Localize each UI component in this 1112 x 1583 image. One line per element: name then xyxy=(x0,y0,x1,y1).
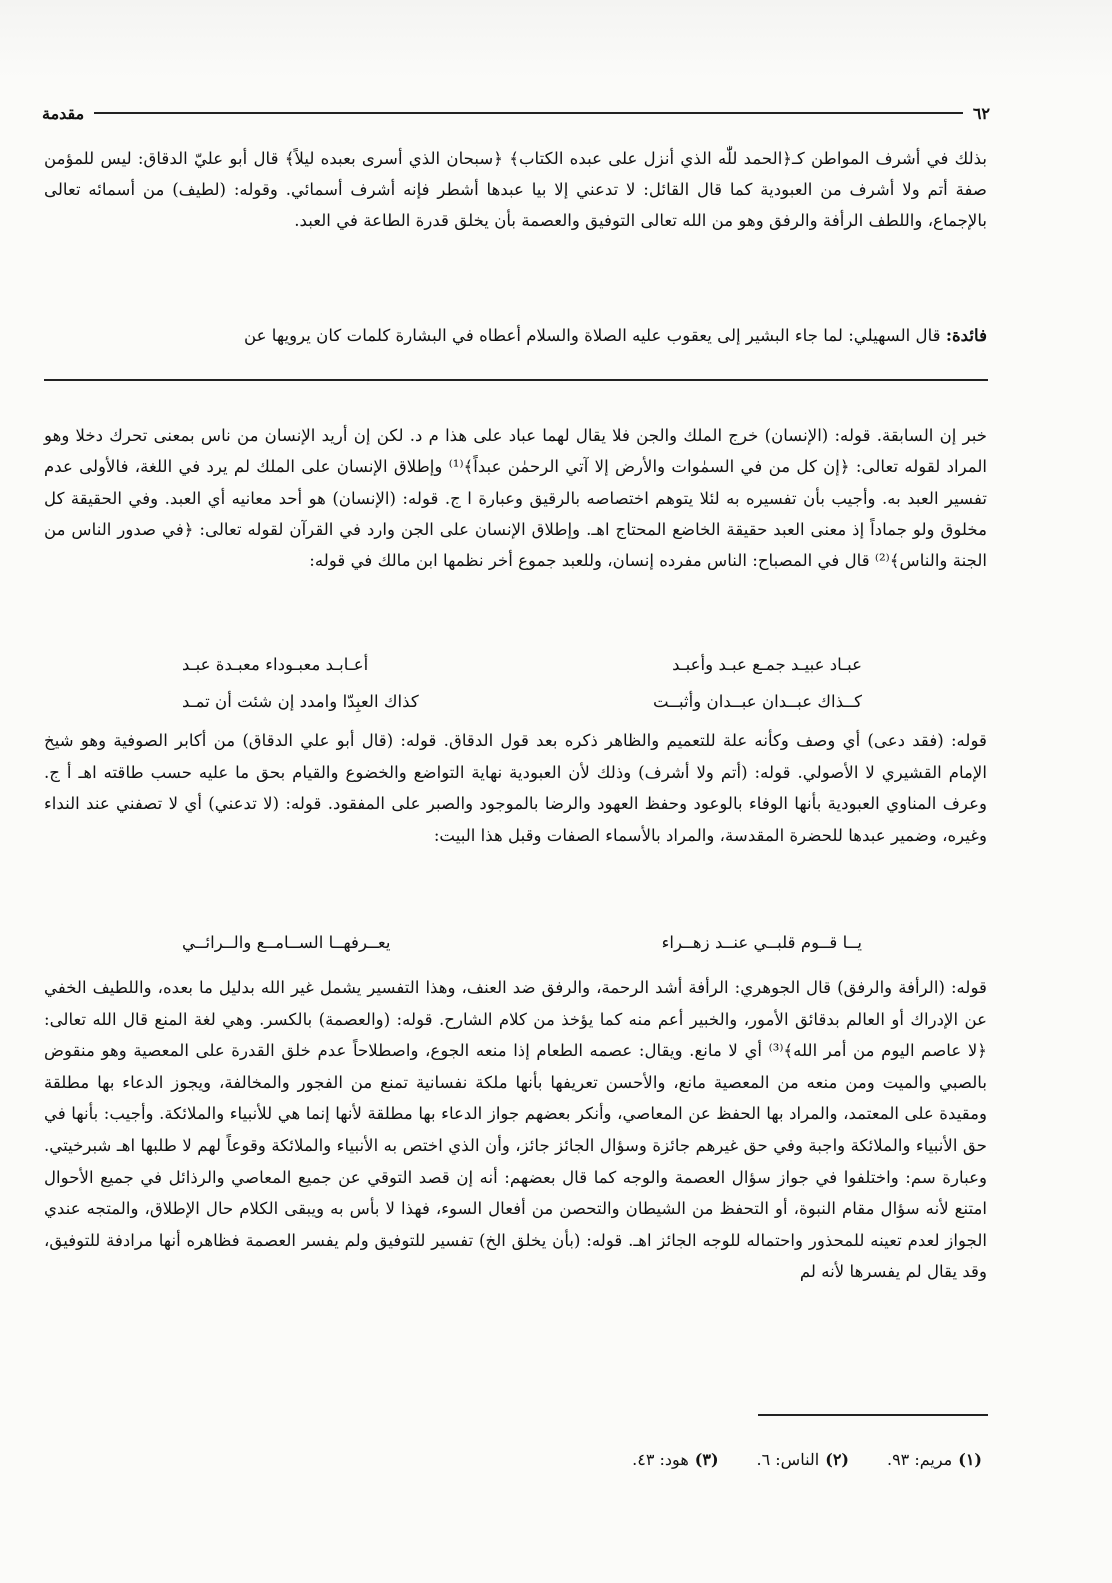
verse-hemistich: كــذاك عبــدان عبــدان وأثبــت xyxy=(653,692,862,711)
text-separator xyxy=(44,379,988,381)
footnotes xyxy=(632,1450,982,1469)
verse-hemistich: عبـاد عبيـد جمـع عبـد وأعبـد xyxy=(672,655,862,674)
verse-line-1 xyxy=(182,655,862,674)
header-rule xyxy=(94,112,963,114)
commentary-part1: خبر إن السابقة. قوله: (الإنسان) خرج الملك والجن فلا يقال لهما عباد على هذا م د. لكن إن أريد الإنسان من ناس بمعنى تحرك دخلا وهو المراد لقوله تعالى: ﴿إن كل من في السمٰوات والأرض إلا آتي الرحمٰن عبداً﴾⁽¹⁾ وإطلاق الإنسان على الملك لم يرد في اللغة، فالأولى عدم تفسير العبد به. وأجيب بأن تفسيره به لئلا يتوهم اختصاصه بالرقيق وعبارة ا ج. قوله: (الإنسان) هو أحد معانيه أي العبد. وفي الحقيقة كل مخلوق ولو جماداً إذ معنى العبد حقيقة الخاضع المحتاج اهـ. وإطلاق الإنسان على الجن وارد في القرآن لقوله تعالى: ﴿في صدور الناس من الجنة والناس﴾⁽²⁾ قال في المصباح: الناس مفرده إنسان، وللعبد جموع أخر نظمها ابن مالك في قوله: xyxy=(44,426,988,571)
verse-hemistich: يــا قــوم قلبــي عنــد زهــراء xyxy=(661,933,862,952)
commentary-part3: قوله: (الرأفة والرفق) قال الجوهري: الرأفة أشد الرحمة، والرفق ضد العنف، وهذا التفسير يشمل غير الله بدليل ما بعده، واللطيف الخفي عن الإدراك أو العالم بدقائق الأمور، والخبير أعم منه كما يؤخذ من كلام الشارح. قوله: (والعصمة) بالكسر. وهي لغة المنع قال الله تعالى: ﴿لا عاصم اليوم من أمر الله﴾⁽³⁾ أي لا مانع. ويقال: عصمه الطعام إذا منعه الجوع، واصطلاحاً عدم خلق القدرة على المعصية وهو منقوض بالصبي والميت ومن منعه من المعصية مانع، والأحسن تعريفها بأنها ملكة نفسانية تمنع من الفجور والمخالفة، ويجوز الدعاء بها مطلقة ومقيدة على المعتمد، والمراد بها الحفظ عن المعاصي، وأنكر بعضهم جواز الدعاء بها مطلقة لأنها إنما هي للأنبياء والملائكة. وأجيب: بأنها في حق الأنبياء والملائكة واجبة وفي حق غيرهم جائزة وسؤال الجائز جائز، وأن الذي اختص به الأنبياء والملائكة وقوعاً لهم لا طلبها اهـ شبرخيتي. وعبارة سم: واختلفوا في جواز سؤال العصمة والوجه كما قال بعضهم: أنه إن قصد التوقي عن جميع المعاصي والرذائل في جميع الأحوال امتنع لأنه سؤال مقام النبوة، أو التحفظ من الشيطان والتحصن من أفعال السوء، فهذا لا بأس به ويبقى الكلام حال الإطلاق، والمتجه عندي الجواز لعدم تعينه للمحذور واحتماله للوجه الجائز اهـ. قوله: (بأن يخلق الخ) تفسير للتوفيق ولم يفسر العصمة فظاهره أنها مرادفة للتوفيق، وقد يقال لم يفسرها لأنه لم xyxy=(44,978,988,1282)
section-title: مقدمة xyxy=(42,103,85,123)
footnote: (١)مريم: ٩٣. xyxy=(886,1450,982,1469)
faida-note xyxy=(44,320,987,351)
faida-label: فائدة: xyxy=(945,325,987,345)
verse-line-2 xyxy=(182,692,862,711)
main-text: بذلك في أشرف المواطن كـ﴿الحمد للّٰه الذي أنزل على عبده الكتاب﴾ ﴿سبحان الذي أسرى بعبده ليلاً﴾ قال أبو عليّ الدقاق: ليس للمؤمن صفة أتم ولا أشرف من العبودية كما قال القائل: لا تدعني إلا بيا عبدها أشطر فإنه أشرف أسمائي. وقوله: (لطيف) من أسمائه تعالى بالإجماع، واللطف الرأفة والرفق وهو من الله تعالى التوفيق والعصمة بأن يخلق قدرة الطاعة في العبد. xyxy=(44,149,987,230)
verse-hemistich: كذاك العبِدّا وامدد إن شئت أن تمـد xyxy=(182,692,419,711)
scan-margin xyxy=(0,0,1112,78)
footnote: (٣)هود: ٤٣. xyxy=(632,1450,719,1469)
commentary-part2: قوله: (فقد دعى) أي وصف وكأنه علة للتعميم والظاهر ذكره بعد قول الدقاق. قوله: (قال أبو علي الدقاق) من أكابر الصوفية وهو شيخ الإمام القشيري لا الأصولي. قوله: (أتم ولا أشرف) وذلك لأن العبودية نهاية التواضع والخضوع والقيام بحق ما عليه حسب طاقته اهـ أ ج. وعرف المناوي العبودية بأنها الوفاء بالوعود وحفظ العهود والرضا بالموجود والصبر على المفقود. قوله: (لا تدعني) أي لا تصفني عند النداء وغيره، وضمير عبدها للحضرة المقدسة، والمراد بالأسماء الصفات وقبل هذا البيت: xyxy=(44,731,987,845)
page-header xyxy=(42,96,990,130)
page-number: ٦٢ xyxy=(972,103,990,123)
verse-hemistich: أعـابـد معبـوداء معبـدة عبـد xyxy=(182,655,369,674)
verse-line-3 xyxy=(182,933,862,952)
footnote: (٢)الناس: ٦. xyxy=(756,1450,849,1469)
faida-text: قال السهيلي: لما جاء البشير إلى يعقوب عليه الصلاة والسلام أعطاه في البشارة كلمات كان يرويها عن xyxy=(243,326,941,345)
footnote-rule xyxy=(758,1414,988,1416)
verse-hemistich: يعــرفهــا الســامــع والــرائــي xyxy=(182,933,391,952)
